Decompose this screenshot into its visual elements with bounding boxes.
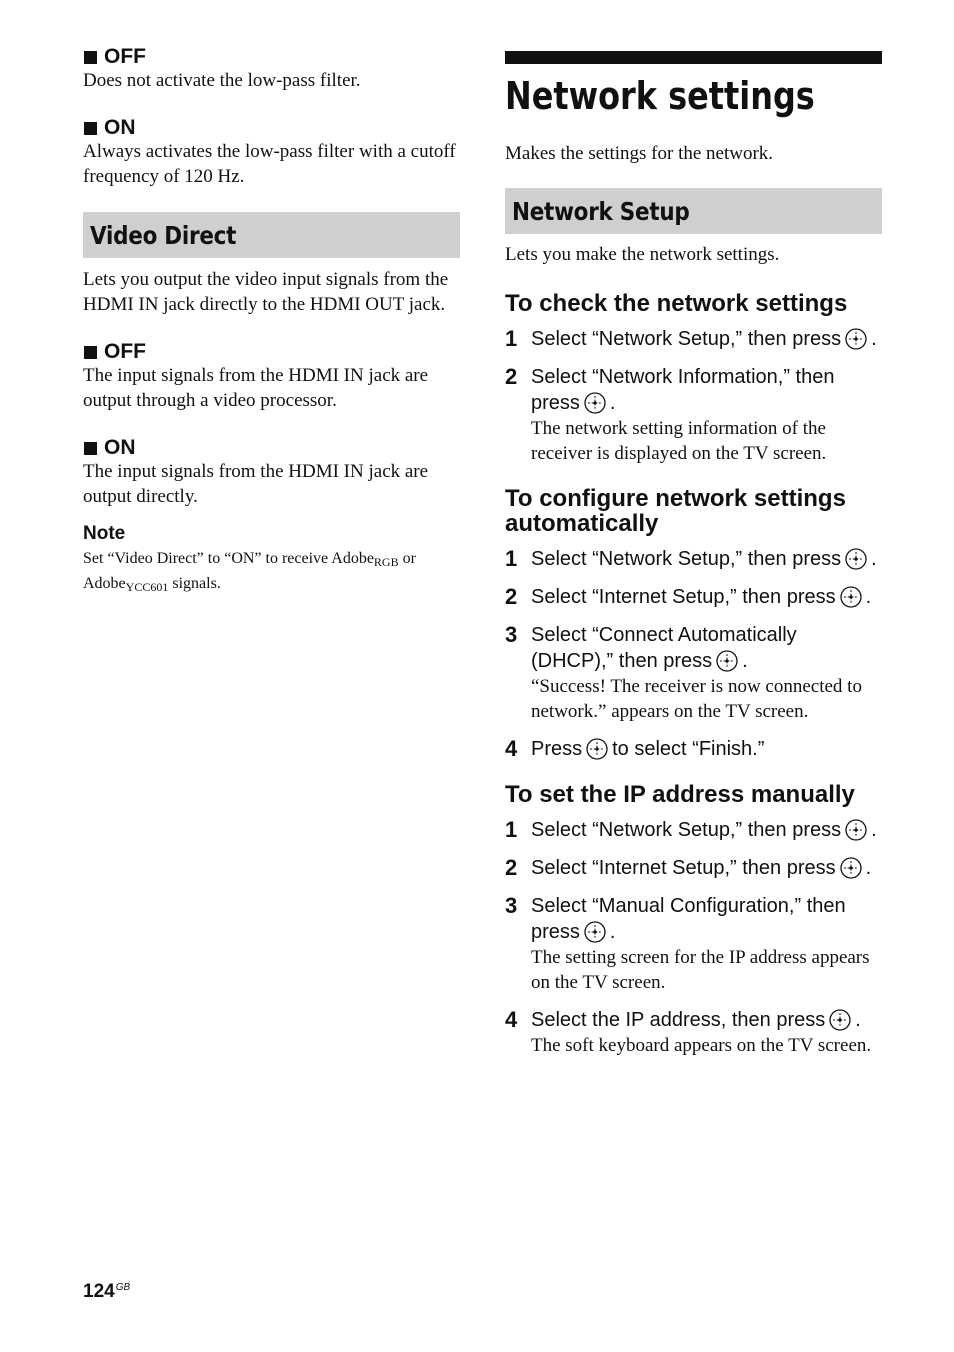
step-text: Select “Network Information,” then press	[531, 366, 835, 414]
step-item	[505, 817, 882, 843]
enter-button-icon	[840, 586, 862, 608]
option-label: OFF	[104, 340, 146, 363]
step-item	[505, 622, 882, 724]
step-content	[531, 817, 882, 843]
note-text-part: Set “Video Direct” to “ON” to receive Adobe	[83, 550, 374, 567]
step-instruction	[531, 817, 882, 843]
step-text: Select “Network Setup,” then press	[531, 819, 842, 841]
network-setup-title: Network Setup	[512, 196, 690, 226]
page-region: GB	[115, 1282, 131, 1293]
enter-button-icon	[845, 328, 867, 350]
network-intro: Makes the settings for the network.	[505, 143, 774, 164]
note-text-part: or Adobe	[83, 550, 416, 592]
step-content	[531, 546, 882, 572]
step-content	[531, 893, 882, 995]
step-instruction	[531, 584, 882, 610]
step-content	[531, 1007, 882, 1058]
step-item	[505, 736, 882, 762]
lowpass-on-section	[83, 116, 460, 189]
note-section	[83, 523, 460, 598]
step-text: Select “Internet Setup,” then press	[531, 857, 836, 879]
enter-button-icon	[840, 857, 862, 879]
page-title: Network settings	[505, 74, 815, 118]
step-number: 2	[505, 364, 518, 389]
step-text-end: .	[609, 921, 616, 943]
step-text-end: .	[871, 328, 877, 350]
step-number: 4	[505, 736, 518, 761]
video-direct-on-section	[83, 436, 460, 509]
page-number-value: 124	[83, 1281, 115, 1302]
right-column	[505, 51, 882, 1058]
square-bullet-icon	[84, 346, 97, 359]
lowpass-off-section	[83, 45, 460, 93]
note-text	[83, 548, 460, 598]
step-text-end: .	[871, 819, 877, 841]
enter-button-icon	[845, 819, 867, 841]
note-subscript: RGB	[373, 555, 399, 569]
step-number: 1	[505, 326, 518, 351]
check-steps	[505, 326, 882, 466]
video-direct-bar	[83, 212, 460, 258]
step-instruction	[531, 893, 882, 945]
step-text: Press	[531, 738, 583, 760]
step-number: 2	[505, 584, 518, 609]
lowpass-off-heading	[83, 45, 460, 69]
step-text-end: .	[742, 650, 748, 672]
video-direct-on-text: The input signals from the HDMI IN jack are output directly.	[83, 461, 429, 507]
enter-button-icon	[584, 921, 606, 943]
lowpass-off-text: Does not activate the low-pass filter.	[83, 70, 361, 91]
step-item	[505, 893, 882, 995]
step-description: “Success! The receiver is now connected to network.” appears on the TV screen.	[531, 676, 862, 722]
manual-heading: To set the IP address manually	[505, 781, 855, 808]
page-number	[83, 1281, 130, 1303]
option-label: ON	[104, 436, 136, 459]
video-direct-on-heading	[83, 436, 460, 460]
option-label: OFF	[104, 45, 146, 68]
step-instruction	[531, 1007, 882, 1033]
step-content	[531, 622, 882, 724]
step-content	[531, 584, 882, 610]
check-heading: To check the network settings	[505, 290, 848, 317]
video-direct-title: Video Direct	[90, 220, 237, 250]
step-text-end: .	[871, 548, 877, 570]
auto-steps	[505, 546, 882, 762]
step-number: 1	[505, 817, 518, 842]
step-description: The soft keyboard appears on the TV screen.	[531, 1035, 872, 1056]
step-item	[505, 584, 882, 610]
enter-button-icon	[716, 650, 738, 672]
step-instruction	[531, 546, 882, 572]
step-number: 3	[505, 622, 518, 647]
step-number: 4	[505, 1007, 518, 1032]
auto-heading: To configure network settings automatically	[505, 485, 846, 537]
enter-button-icon	[584, 392, 606, 414]
video-direct-off-heading	[83, 340, 460, 364]
step-text-end: to select “Finish.”	[612, 738, 765, 760]
step-item	[505, 364, 882, 466]
left-column	[83, 45, 460, 598]
step-text: Select “Network Setup,” then press	[531, 548, 842, 570]
step-text: Select “Internet Setup,” then press	[531, 586, 836, 608]
step-item	[505, 326, 882, 352]
step-content	[531, 736, 882, 762]
step-description: The network setting information of the receiver is displayed on the TV screen.	[531, 418, 827, 464]
video-direct-intro: Lets you output the video input signals from the HDMI IN jack directly to the HDMI OUT jack.	[83, 269, 449, 315]
step-text: Select “Connect Automatically (DHCP),” then press	[531, 624, 797, 672]
video-direct-off-section	[83, 340, 460, 413]
square-bullet-icon	[84, 122, 97, 135]
step-instruction	[531, 622, 882, 674]
lowpass-on-heading	[83, 116, 460, 140]
step-number: 1	[505, 546, 518, 571]
network-setup-intro: Lets you make the network settings.	[505, 244, 780, 265]
note-subscript: YCC601	[125, 580, 169, 594]
manual-steps	[505, 817, 882, 1058]
enter-button-icon	[586, 738, 608, 760]
step-item	[505, 855, 882, 881]
step-instruction	[531, 326, 882, 352]
network-setup-bar	[505, 188, 882, 234]
step-number: 2	[505, 855, 518, 880]
section-rule	[505, 51, 882, 64]
note-text-part: signals.	[168, 575, 221, 592]
square-bullet-icon	[84, 51, 97, 64]
step-instruction	[531, 736, 882, 762]
enter-button-icon	[845, 548, 867, 570]
step-text-end: .	[865, 586, 872, 608]
square-bullet-icon	[84, 442, 97, 455]
step-text: Select the IP address, then press	[531, 1009, 826, 1031]
enter-button-icon	[829, 1009, 851, 1031]
step-item	[505, 1007, 882, 1058]
step-description: The setting screen for the IP address appears on the TV screen.	[531, 947, 870, 993]
step-text-end: .	[865, 857, 872, 879]
note-heading: Note	[83, 523, 126, 544]
video-direct-off-text: The input signals from the HDMI IN jack are output through a video processor.	[83, 365, 429, 411]
step-content	[531, 326, 882, 352]
step-item	[505, 546, 882, 572]
option-label: ON	[104, 116, 136, 139]
step-instruction	[531, 855, 882, 881]
step-instruction	[531, 364, 882, 416]
step-text: Select “Manual Configuration,” then press	[531, 895, 846, 943]
lowpass-on-text: Always activates the low-pass filter with a cutoff frequency of 120 Hz.	[83, 141, 456, 187]
step-text-end: .	[855, 1009, 861, 1031]
step-content	[531, 855, 882, 881]
step-text-end: .	[609, 392, 616, 414]
step-number: 3	[505, 893, 518, 918]
step-text: Select “Network Setup,” then press	[531, 328, 842, 350]
step-content	[531, 364, 882, 466]
